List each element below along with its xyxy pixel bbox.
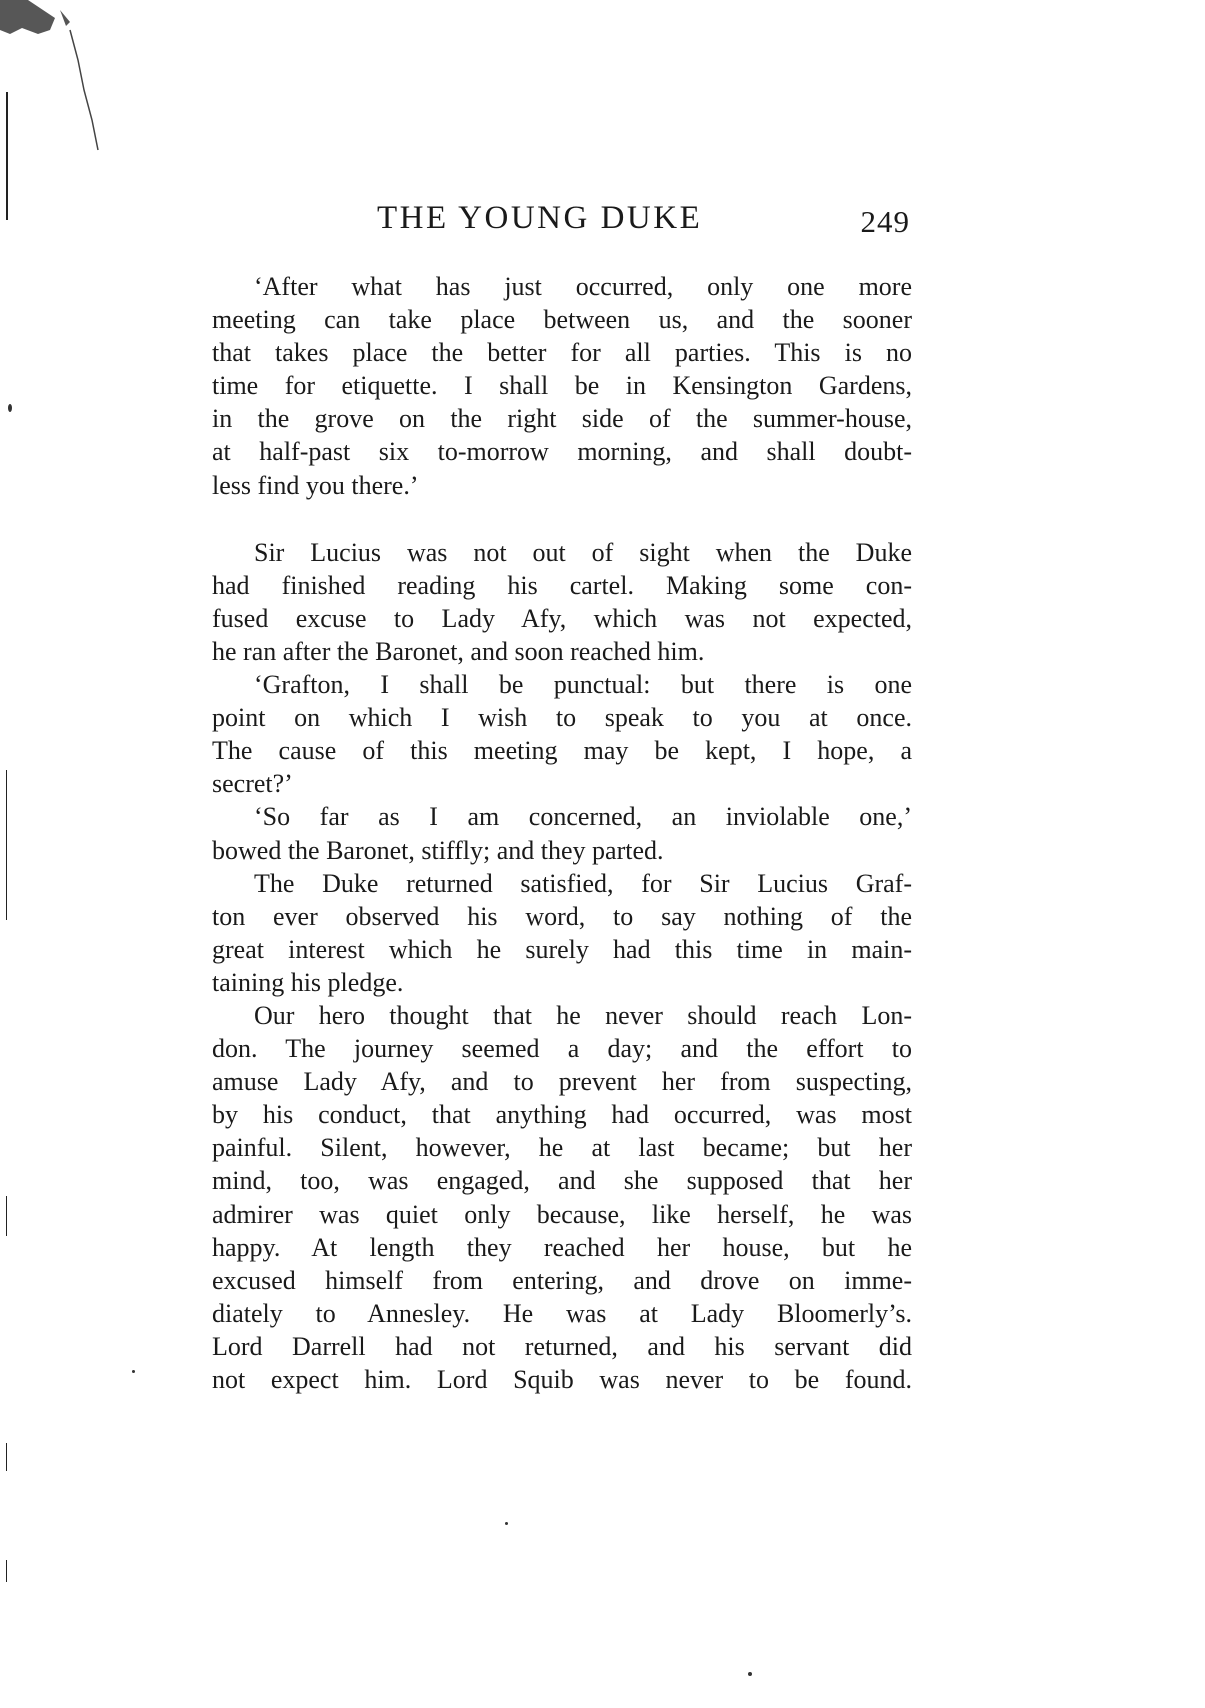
text-line: that takes place the better for all parties. This is no xyxy=(212,338,912,368)
text-line: Lord Darrell had not returned, and his servant did xyxy=(212,1331,912,1361)
text-line: ‘After what has just occurred, only one more xyxy=(254,272,912,301)
text-line: time for etiquette. I shall be in Kensington Gardens, xyxy=(212,371,912,401)
scan-gutter-line xyxy=(6,1196,7,1236)
text-line: mind, too, was engaged, and she supposed that her xyxy=(212,1166,912,1196)
scan-gutter-line xyxy=(6,1560,7,1582)
text-line: taining his pledge. xyxy=(212,967,404,997)
text-line: The cause of this meeting may be kept, I hope, a xyxy=(212,736,912,766)
scan-speck xyxy=(748,1672,752,1676)
paragraph xyxy=(212,999,912,1396)
text-line: ton ever observed his word, to say nothing of the xyxy=(212,901,912,931)
text-line: great interest which he surely had this time in main- xyxy=(212,934,912,964)
running-head xyxy=(210,200,910,244)
text-line: point on which I wish to speak to you at once. xyxy=(212,703,912,733)
text-line: don. The journey seemed a day; and the effort to xyxy=(212,1034,912,1064)
text-line: at half-past six to-morrow morning, and shall doubt- xyxy=(212,437,912,467)
scan-gutter-line xyxy=(6,1443,7,1471)
text-line: meeting can take place between us, and the sooner xyxy=(212,305,912,335)
text-line: ‘Grafton, I shall be punctual: but there is one xyxy=(254,670,912,700)
text-line: Sir Lucius was not out of sight when the Duke xyxy=(254,537,912,567)
paragraph-gap xyxy=(212,502,912,536)
scan-speck xyxy=(8,404,12,412)
scan-smudge-graphic xyxy=(0,0,120,170)
running-title: THE YOUNG DUKE xyxy=(377,200,703,236)
text-line: ‘So far as I am concerned, an inviolable one,’ xyxy=(254,802,912,832)
text-line: admirer was quiet only because, like herself, he was xyxy=(212,1199,912,1229)
paragraph xyxy=(212,867,912,999)
text-line: had finished reading his cartel. Making some con- xyxy=(212,570,912,600)
text-line: he ran after the Baronet, and soon reached him. xyxy=(212,636,705,666)
text-line: not expect him. Lord Squib was never to be found. xyxy=(212,1365,912,1394)
page-number: 249 xyxy=(860,204,910,239)
text-line: diately to Annesley. He was at Lady Bloomerly’s. xyxy=(212,1298,912,1328)
text-line: Our hero thought that he never should reach Lon- xyxy=(254,1000,912,1030)
scan-gutter-line xyxy=(6,770,7,920)
scan-speck xyxy=(132,1370,135,1373)
paragraph-letter xyxy=(212,270,912,502)
text-line: less find you there.’ xyxy=(212,470,419,500)
text-line: in the grove on the right side of the summer-house, xyxy=(212,404,912,434)
paragraph xyxy=(212,668,912,800)
text-line: painful. Silent, however, he at last became; but her xyxy=(212,1133,912,1163)
text-line: bowed the Baronet, stiffly; and they parted. xyxy=(212,835,664,865)
body-text xyxy=(212,270,912,1396)
text-line: happy. At length they reached her house, but he xyxy=(212,1232,912,1262)
text-line: The Duke returned satisfied, for Sir Lucius Graf- xyxy=(254,868,912,898)
scan-speck xyxy=(505,1522,508,1525)
paragraph xyxy=(212,800,912,866)
text-line: secret?’ xyxy=(212,769,293,799)
text-line: fused excuse to Lady Afy, which was not expected, xyxy=(212,603,912,633)
text-line: by his conduct, that anything had occurred, was most xyxy=(212,1100,912,1130)
paragraph xyxy=(212,536,912,668)
text-line: excused himself from entering, and drove on imme- xyxy=(212,1265,912,1295)
text-line: amuse Lady Afy, and to prevent her from suspecting, xyxy=(212,1067,912,1097)
scan-gutter-line xyxy=(6,92,8,220)
